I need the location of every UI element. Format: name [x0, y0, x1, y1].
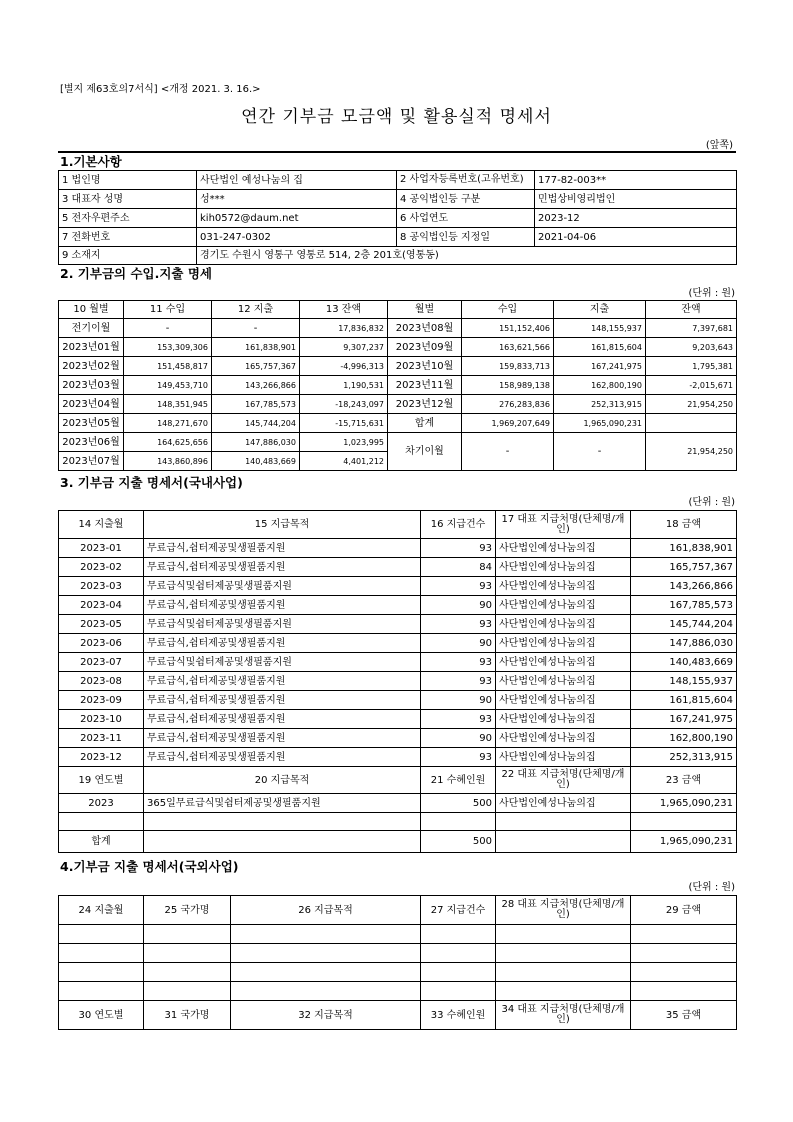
table-cell: 93: [421, 748, 496, 767]
data-row: [59, 653, 737, 672]
info-row: [59, 171, 737, 190]
table-cell: 365일무료급식및쉼터제공및생필품지원: [144, 794, 421, 813]
blank-cell: [144, 963, 231, 982]
total-cell: 500: [421, 831, 496, 853]
blank-cell: [631, 944, 737, 963]
blank-cell: [421, 963, 496, 982]
data-row: [59, 748, 737, 767]
table-cell: 무료급식,쉼터제공및생필품지원: [144, 672, 421, 691]
table-cell: 84: [421, 558, 496, 577]
data-row: [59, 357, 737, 376]
table-cell: 무료급식,쉼터제공및생필품지원: [144, 748, 421, 767]
info-row: [59, 228, 737, 247]
info-label: 4 공익법인등 구분: [397, 190, 535, 209]
data-row: [59, 539, 737, 558]
table-cell: 167,785,573: [212, 395, 300, 414]
table-cell: 사단법인예성나눔의집: [496, 634, 631, 653]
header-row: [59, 1001, 737, 1030]
unit-note-4: (단위 : 원): [688, 882, 735, 893]
section1-heading: 1.기본사항: [60, 154, 122, 169]
table-cell: 143,266,866: [631, 577, 737, 596]
blank-cell: [631, 963, 737, 982]
blank-cell: [631, 813, 737, 831]
table-cell: 사단법인예성나눔의집: [496, 558, 631, 577]
table-cell: 162,800,190: [554, 376, 646, 395]
document-title: 연간 기부금 모금액 및 활용실적 명세서: [241, 107, 552, 127]
column-header: 26 지급목적: [231, 896, 421, 925]
column-header: 21 수혜인원: [421, 767, 496, 794]
table-cell: 2023-12: [59, 748, 144, 767]
table-cell: 21,954,250: [646, 395, 737, 414]
table-cell: 2023-07: [59, 653, 144, 672]
section-divider: [58, 151, 736, 153]
table-cell: 사단법인예성나눔의집: [496, 596, 631, 615]
column-header: 23 금액: [631, 767, 737, 794]
table-cell: 145,744,204: [212, 414, 300, 433]
blank-cell: [496, 925, 631, 944]
table-cell: 사단법인예성나눔의집: [496, 729, 631, 748]
column-header: 35 금액: [631, 1001, 737, 1030]
blank-cell: [421, 925, 496, 944]
column-header: 25 국가명: [144, 896, 231, 925]
info-label: 5 전자우편주소: [59, 209, 197, 228]
table-cell: 151,152,406: [462, 319, 554, 338]
table-cell: 2023년09월: [388, 338, 462, 357]
column-header: 12 지출: [212, 301, 300, 319]
table-cell: 148,155,937: [554, 319, 646, 338]
table-cell: 2023-03: [59, 577, 144, 596]
table-cell: 무료급식,쉼터제공및생필품지원: [144, 710, 421, 729]
table-cell: 사단법인예성나눔의집: [496, 794, 631, 813]
table-cell: 2023-05: [59, 615, 144, 634]
column-header: 월별: [388, 301, 462, 319]
table-cell: 무료급식,쉼터제공및생필품지원: [144, 729, 421, 748]
table-cell: 1,190,531: [300, 376, 388, 395]
table-cell: 2023-06: [59, 634, 144, 653]
table-cell: 9,307,237: [300, 338, 388, 357]
blank-row: [59, 963, 737, 982]
total-cell: 합계: [388, 414, 462, 433]
table-cell: -15,715,631: [300, 414, 388, 433]
table-cell: 90: [421, 596, 496, 615]
carry-cell: 21,954,250: [646, 433, 737, 471]
table-cell: 2023년12월: [388, 395, 462, 414]
table-cell: 사단법인예성나눔의집: [496, 653, 631, 672]
form-code: [별지 제63호의7서식] <개정 2021. 3. 16.>: [60, 84, 261, 95]
info-row: [59, 190, 737, 209]
domestic-expense-table: [58, 510, 737, 853]
table-cell: 500: [421, 794, 496, 813]
table-cell: 17,836,832: [300, 319, 388, 338]
table-cell: 90: [421, 634, 496, 653]
table-cell: 2023년02월: [59, 357, 124, 376]
table-cell: 151,458,817: [124, 357, 212, 376]
section4-heading: 4.기부금 지출 명세서(국외사업): [60, 859, 239, 874]
table-cell: 무료급식및쉼터제공및생필품지원: [144, 577, 421, 596]
table-cell: 164,625,656: [124, 433, 212, 452]
data-row: [59, 414, 737, 433]
data-row: [59, 433, 737, 452]
table-cell: 7,397,681: [646, 319, 737, 338]
table-cell: 167,785,573: [631, 596, 737, 615]
blank-cell: [59, 944, 144, 963]
basic-info-table: [58, 170, 737, 265]
column-header: 28 대표 지급처명(단체명/개인): [496, 896, 631, 925]
table-cell: 2023-01: [59, 539, 144, 558]
data-row: [59, 794, 737, 813]
column-header: 27 지급건수: [421, 896, 496, 925]
table-cell: 90: [421, 691, 496, 710]
info-value: 사단법인 예성나눔의 집: [197, 171, 397, 190]
table-cell: 147,886,030: [631, 634, 737, 653]
table-cell: 사단법인예성나눔의집: [496, 672, 631, 691]
table-cell: 161,838,901: [631, 539, 737, 558]
data-row: [59, 691, 737, 710]
total-row: [59, 831, 737, 853]
info-value: 031-247-0302: [197, 228, 397, 247]
table-cell: 2023년10월: [388, 357, 462, 376]
table-cell: 2023년11월: [388, 376, 462, 395]
table-cell: 147,886,030: [212, 433, 300, 452]
table-cell: 143,266,866: [212, 376, 300, 395]
data-row: [59, 729, 737, 748]
blank-cell: [144, 982, 231, 1001]
blank-row: [59, 944, 737, 963]
table-cell: 1,795,381: [646, 357, 737, 376]
blank-cell: [231, 982, 421, 1001]
table-cell: 140,483,669: [212, 452, 300, 471]
header-row: [59, 767, 737, 794]
blank-cell: [496, 982, 631, 1001]
column-header: 15 지급목적: [144, 511, 421, 539]
table-cell: 161,838,901: [212, 338, 300, 357]
table-cell: 9,203,643: [646, 338, 737, 357]
total-cell: [144, 831, 421, 853]
table-cell: 276,283,836: [462, 395, 554, 414]
table-cell: 93: [421, 710, 496, 729]
table-cell: 무료급식,쉼터제공및생필품지원: [144, 596, 421, 615]
total-cell: 1,965,090,231: [631, 831, 737, 853]
table-cell: 143,860,896: [124, 452, 212, 471]
column-header: 10 월별: [59, 301, 124, 319]
blank-row: [59, 925, 737, 944]
blank-cell: [421, 982, 496, 1001]
table-cell: -: [124, 319, 212, 338]
column-header: 잔액: [646, 301, 737, 319]
total-cell: [646, 414, 737, 433]
info-label: 9 소재지: [59, 247, 197, 265]
blank-cell: [421, 944, 496, 963]
table-cell: 148,271,670: [124, 414, 212, 433]
table-cell: 93: [421, 539, 496, 558]
column-header: 32 지급목적: [231, 1001, 421, 1030]
table-cell: 161,815,604: [631, 691, 737, 710]
table-cell: 153,309,306: [124, 338, 212, 357]
total-cell: 1,965,090,231: [554, 414, 646, 433]
table-cell: 149,453,710: [124, 376, 212, 395]
data-row: [59, 577, 737, 596]
blank-cell: [496, 963, 631, 982]
blank-cell: [231, 925, 421, 944]
data-row: [59, 319, 737, 338]
table-cell: 무료급식,쉼터제공및생필품지원: [144, 539, 421, 558]
column-header: 11 수입: [124, 301, 212, 319]
table-cell: 전기이월: [59, 319, 124, 338]
info-value: 경기도 수원시 영통구 영통로 514, 2층 201호(영통동): [197, 247, 737, 265]
blank-cell: [496, 944, 631, 963]
table-cell: 167,241,975: [554, 357, 646, 376]
column-header: 29 금액: [631, 896, 737, 925]
front-note: (앞쪽): [705, 140, 733, 151]
data-row: [59, 376, 737, 395]
table-cell: 2023년05월: [59, 414, 124, 433]
info-label: 3 대표자 성명: [59, 190, 197, 209]
table-cell: 1,965,090,231: [631, 794, 737, 813]
table-cell: 2023-11: [59, 729, 144, 748]
table-cell: 2023년08월: [388, 319, 462, 338]
info-value: 2023-12: [535, 209, 737, 228]
total-cell: [496, 831, 631, 853]
info-label: 2 사업자등록번호(고유번호): [397, 171, 535, 190]
info-value: 2021-04-06: [535, 228, 737, 247]
table-cell: 93: [421, 615, 496, 634]
info-value: kih0572@daum.net: [197, 209, 397, 228]
table-cell: 2023: [59, 794, 144, 813]
section2-heading: 2. 기부금의 수입.지출 명세: [60, 266, 213, 281]
table-cell: 140,483,669: [631, 653, 737, 672]
section3-heading: 3. 기부금 지출 명세서(국내사업): [60, 475, 243, 490]
table-cell: 2023년03월: [59, 376, 124, 395]
table-cell: 2023-04: [59, 596, 144, 615]
table-cell: -: [212, 319, 300, 338]
table-cell: 4,401,212: [300, 452, 388, 471]
table-cell: 2023-08: [59, 672, 144, 691]
table-cell: 145,744,204: [631, 615, 737, 634]
table-cell: 165,757,367: [631, 558, 737, 577]
table-cell: -18,243,097: [300, 395, 388, 414]
column-header: 수입: [462, 301, 554, 319]
header-row: [59, 896, 737, 925]
table-cell: 163,621,566: [462, 338, 554, 357]
data-row: [59, 672, 737, 691]
column-header: 31 국가명: [144, 1001, 231, 1030]
data-row: [59, 338, 737, 357]
overseas-expense-table: [58, 895, 737, 1030]
table-cell: 사단법인예성나눔의집: [496, 539, 631, 558]
blank-cell: [144, 813, 421, 831]
table-cell: 93: [421, 672, 496, 691]
unit-note: (단위 : 원): [688, 288, 735, 299]
table-cell: 159,833,713: [462, 357, 554, 376]
blank-cell: [231, 944, 421, 963]
column-header: 18 금액: [631, 511, 737, 539]
table-cell: 2023년01월: [59, 338, 124, 357]
column-header: 22 대표 지급처명(단체명/개인): [496, 767, 631, 794]
table-cell: 2023-09: [59, 691, 144, 710]
table-cell: 252,313,915: [554, 395, 646, 414]
info-label: 6 사업연도: [397, 209, 535, 228]
column-header: 34 대표 지급처명(단체명/개인): [496, 1001, 631, 1030]
info-label: 8 공익법인등 지정일: [397, 228, 535, 247]
table-cell: 2023년06월: [59, 433, 124, 452]
table-cell: 무료급식,쉼터제공및생필품지원: [144, 634, 421, 653]
data-row: [59, 596, 737, 615]
blank-row: [59, 982, 737, 1001]
column-header: 30 연도별: [59, 1001, 144, 1030]
total-cell: 합계: [59, 831, 144, 853]
table-cell: 1,023,995: [300, 433, 388, 452]
carry-cell: 차기이월: [388, 433, 462, 471]
column-header: 17 대표 지급처명(단체명/개인): [496, 511, 631, 539]
table-cell: 사단법인예성나눔의집: [496, 691, 631, 710]
column-header: 13 잔액: [300, 301, 388, 319]
info-value: 성***: [197, 190, 397, 209]
table-cell: 90: [421, 729, 496, 748]
table-cell: 2023년04월: [59, 395, 124, 414]
table-cell: -2,015,671: [646, 376, 737, 395]
table-cell: 165,757,367: [212, 357, 300, 376]
info-value: 민법상비영리법인: [535, 190, 737, 209]
table-cell: 무료급식및쉼터제공및생필품지원: [144, 615, 421, 634]
table-cell: 사단법인예성나눔의집: [496, 615, 631, 634]
table-cell: 2023-10: [59, 710, 144, 729]
info-row: [59, 209, 737, 228]
blank-cell: [59, 963, 144, 982]
unit-note-3: (단위 : 원): [688, 497, 735, 508]
header-row: [59, 511, 737, 539]
info-label: 1 법인명: [59, 171, 197, 190]
table-cell: 2023-02: [59, 558, 144, 577]
column-header: 19 연도별: [59, 767, 144, 794]
table-cell: 158,989,138: [462, 376, 554, 395]
total-cell: 1,969,207,649: [462, 414, 554, 433]
carry-cell: -: [462, 433, 554, 471]
blank-cell: [144, 925, 231, 944]
info-label: 7 전화번호: [59, 228, 197, 247]
table-cell: 사단법인예성나눔의집: [496, 577, 631, 596]
blank-cell: [421, 813, 496, 831]
column-header: 지출: [554, 301, 646, 319]
table-cell: 162,800,190: [631, 729, 737, 748]
table-cell: 93: [421, 653, 496, 672]
info-value: 177-82-003**: [535, 171, 737, 190]
data-row: [59, 615, 737, 634]
table-cell: 무료급식,쉼터제공및생필품지원: [144, 691, 421, 710]
table-cell: 148,351,945: [124, 395, 212, 414]
carry-cell: -: [554, 433, 646, 471]
table-cell: 167,241,975: [631, 710, 737, 729]
table-cell: 2023년07월: [59, 452, 124, 471]
column-header: 24 지출월: [59, 896, 144, 925]
table-cell: -4,996,313: [300, 357, 388, 376]
data-row: [59, 558, 737, 577]
blank-cell: [59, 982, 144, 1001]
blank-cell: [631, 925, 737, 944]
blank-cell: [631, 982, 737, 1001]
table-cell: 사단법인예성나눔의집: [496, 748, 631, 767]
data-row: [59, 634, 737, 653]
income-expense-table: [58, 300, 737, 471]
info-row: [59, 247, 737, 265]
data-row: [59, 710, 737, 729]
blank-cell: [496, 813, 631, 831]
column-header: 33 수혜인원: [421, 1001, 496, 1030]
blank-row: [59, 813, 737, 831]
blank-cell: [59, 925, 144, 944]
table-cell: 사단법인예성나눔의집: [496, 710, 631, 729]
column-header: 16 지급건수: [421, 511, 496, 539]
table-cell: 252,313,915: [631, 748, 737, 767]
table-cell: 93: [421, 577, 496, 596]
blank-cell: [144, 944, 231, 963]
table-cell: 161,815,604: [554, 338, 646, 357]
table-cell: 무료급식,쉼터제공및생필품지원: [144, 558, 421, 577]
header-row: [59, 301, 737, 319]
blank-cell: [231, 963, 421, 982]
column-header: 14 지출월: [59, 511, 144, 539]
column-header: 20 지급목적: [144, 767, 421, 794]
table-cell: 148,155,937: [631, 672, 737, 691]
table-cell: 무료급식및쉼터제공및생필품지원: [144, 653, 421, 672]
blank-cell: [59, 813, 144, 831]
data-row: [59, 395, 737, 414]
